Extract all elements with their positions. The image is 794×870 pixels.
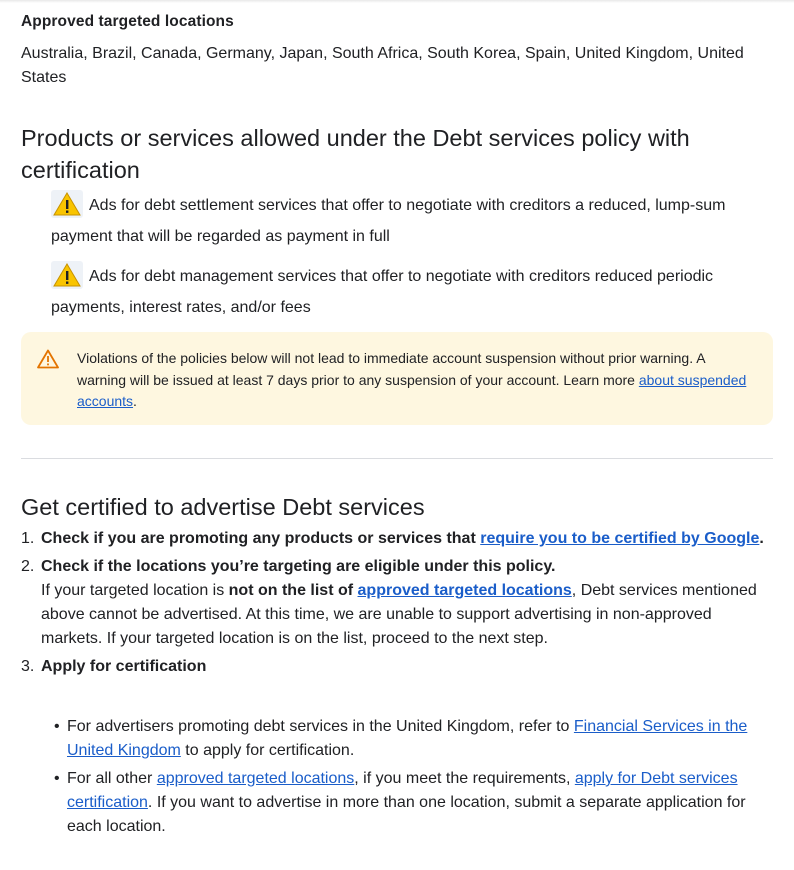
- list-item: [54, 767, 774, 839]
- apply-certification-link[interactable]: apply for Debt services certification: [67, 770, 738, 811]
- warning-triangle-icon: [51, 190, 83, 218]
- list-item: [54, 715, 774, 763]
- bullet: •: [54, 770, 60, 787]
- allowed-item-text: Ads for debt settlement services that offer to negotiate with creditors a reduced, lump-sum payment that will be regarded as payment in full: [51, 197, 726, 245]
- allowed-section-heading: Products or services allowed under the Debt services policy with certification: [21, 125, 690, 183]
- step-text-bold: not on the list of: [228, 582, 358, 599]
- bullet: •: [54, 718, 60, 735]
- approved-locations-link[interactable]: approved targeted locations: [156, 770, 355, 787]
- top-edge: [0, 0, 794, 3]
- certification-steps: [21, 527, 773, 683]
- sub-text: to apply for certification.: [180, 742, 355, 759]
- step-suffix: .: [759, 530, 764, 547]
- allowed-item: [51, 261, 773, 323]
- step-title: Apply for certification: [41, 658, 207, 675]
- step-1: [21, 527, 773, 551]
- sub-text: , if you meet the requirements,: [354, 770, 575, 787]
- sub-text: For advertisers promoting debt services in the United Kingdom, refer to: [67, 718, 574, 735]
- approved-locations-link[interactable]: approved targeted locations: [357, 582, 572, 599]
- allowed-item: [51, 190, 773, 252]
- step-number: 1.: [21, 530, 35, 547]
- notice-text: [77, 348, 747, 413]
- notice-body: Violations of the policies below will not lead to immediate account suspension without prior warning. A warning will be issued at least 7 days prior to any suspension of your account. Learn more: [77, 350, 705, 388]
- step-number: 2.: [21, 558, 35, 575]
- step-title: Check if the locations you’re targeting are eligible under this policy.: [41, 558, 556, 575]
- certification-required-link[interactable]: require you to be certified by Google: [480, 530, 760, 547]
- step-text: , Debt services mentioned above cannot be advertised. At this time, we are unable to support advertising in non-approved markets. If your targeted location is on the list, proceed to the next step.: [41, 582, 757, 647]
- uk-financial-services-link[interactable]: Financial Services in the United Kingdom: [67, 718, 748, 759]
- warning-icon: [37, 349, 59, 369]
- step-number: 3.: [21, 658, 35, 675]
- sub-text: For all other: [67, 770, 157, 787]
- notice-suffix: .: [133, 393, 137, 409]
- warning-notice: [21, 332, 773, 425]
- approved-locations-heading: Approved targeted locations: [21, 13, 234, 30]
- allowed-item-text: Ads for debt management services that offer to negotiate with creditors reduced periodic payments, interest rates, and/or fees: [51, 268, 714, 316]
- step-3: [21, 655, 773, 679]
- sub-text: . If you want to advertise in more than one location, submit a separate application for each location.: [67, 794, 746, 835]
- step-2: [21, 555, 773, 651]
- suspended-accounts-link[interactable]: about suspended accounts: [77, 371, 747, 409]
- step-text: If your targeted location is: [41, 582, 229, 599]
- warning-triangle-icon: [51, 261, 83, 289]
- certify-section-heading: Get certified to advertise Debt services: [21, 494, 425, 520]
- section-divider: [21, 458, 773, 459]
- certification-sub-list: [54, 715, 774, 843]
- approved-locations-list: Australia, Brazil, Canada, Germany, Japan, South Africa, South Korea, Spain, United Kingdom, United States: [21, 45, 744, 86]
- step-title: Check if you are promoting any products or services that: [41, 530, 481, 547]
